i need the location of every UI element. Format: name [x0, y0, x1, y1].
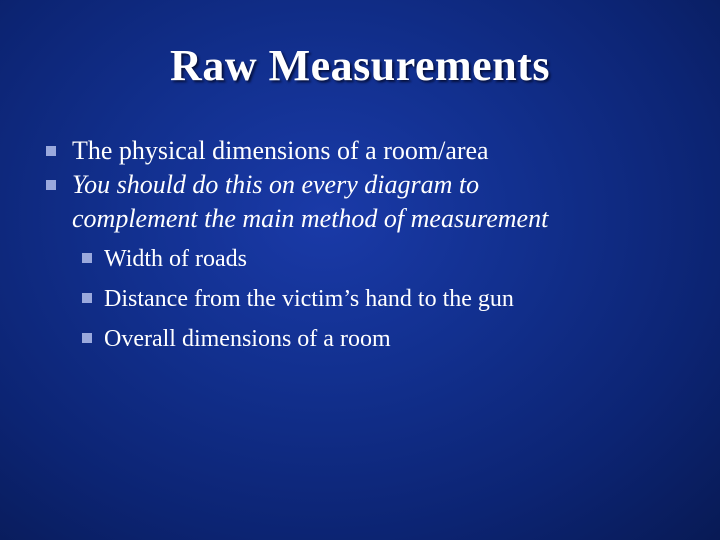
square-bullet-icon	[82, 333, 92, 343]
bullet-item	[0, 168, 720, 236]
slide-title: Raw Measurements	[170, 41, 550, 90]
sub-bullet-text: Overall dimensions of a room	[104, 326, 391, 352]
square-bullet-icon	[46, 146, 56, 156]
sub-bullet-item	[0, 279, 720, 319]
sub-bullet-text: Distance from the victim’s hand to the gun	[104, 286, 514, 312]
square-bullet-icon	[46, 180, 56, 190]
sub-bullet-item	[0, 239, 720, 279]
bullet-list	[0, 134, 720, 359]
bullet-item	[0, 134, 720, 168]
bullet-text-line: You should do this on every diagram to	[72, 170, 480, 199]
sub-bullet-text: Width of roads	[104, 246, 248, 272]
bullet-text: The physical dimensions of a room/area	[72, 136, 489, 165]
square-bullet-icon	[82, 253, 92, 263]
sub-bullet-item	[0, 319, 720, 359]
bullet-text-line: complement the main method of measurement	[72, 204, 549, 233]
square-bullet-icon	[82, 293, 92, 303]
